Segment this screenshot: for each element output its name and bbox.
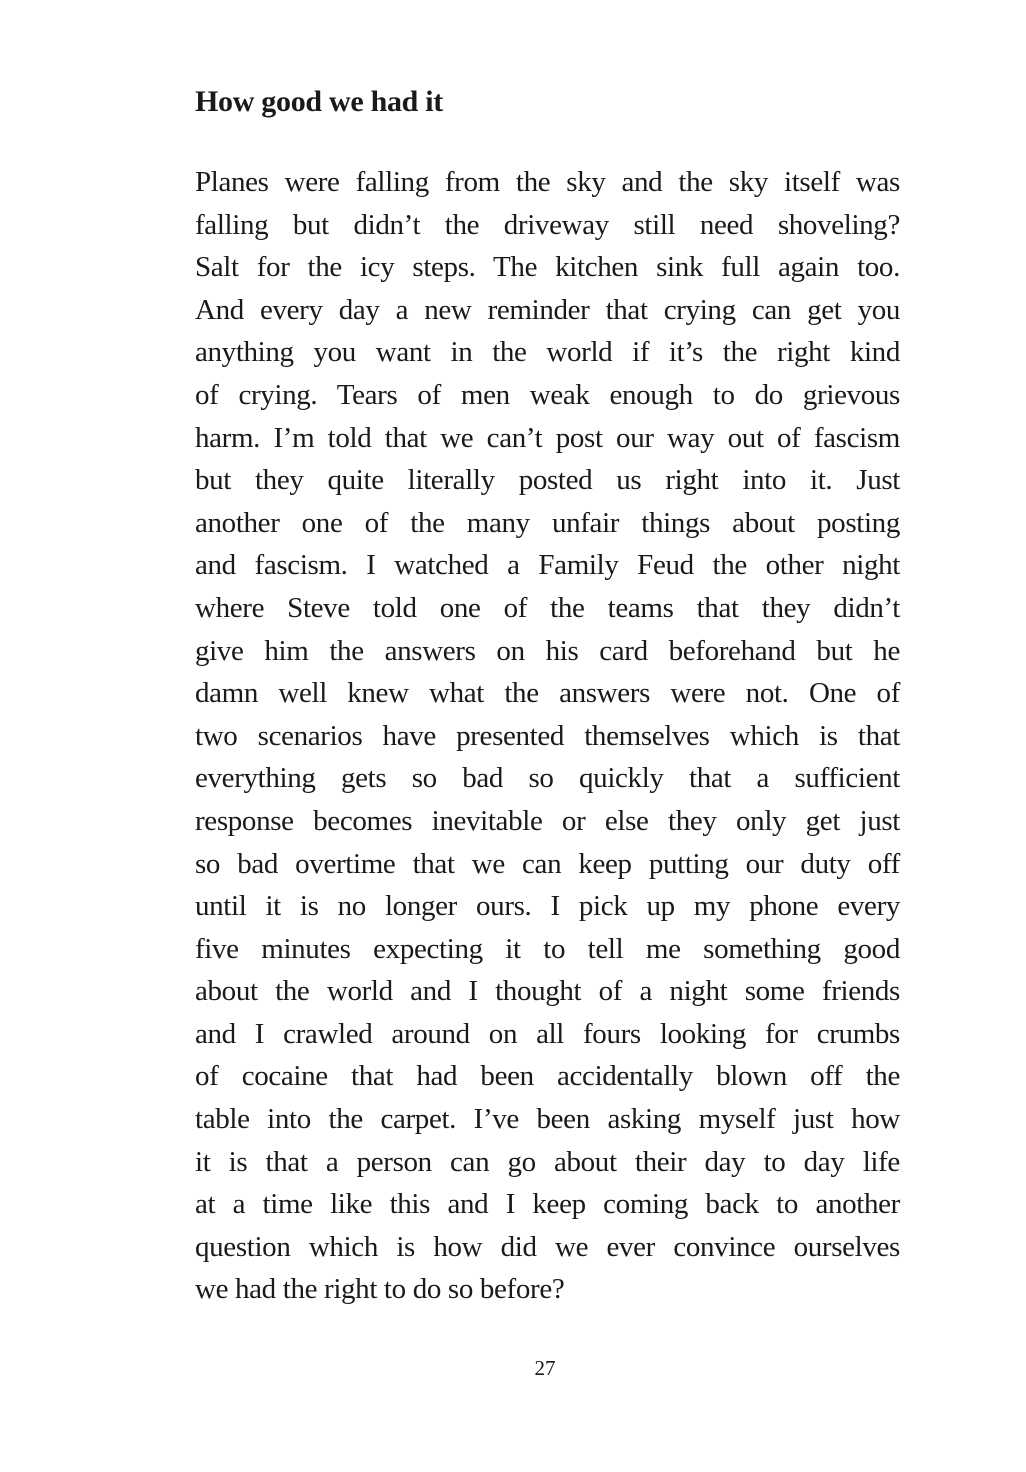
page-number: 27: [534, 1356, 556, 1380]
text-line-last: we had the right to do so before?: [195, 1273, 565, 1306]
text-line: anything you want in the world if it’s the right kind: [195, 336, 900, 369]
chapter-title: How good we had it: [195, 85, 443, 118]
text-line: so bad overtime that we can keep putting our duty off: [195, 847, 900, 880]
text-line: and I crawled around on all fours looking for crumbs: [195, 1017, 900, 1050]
text-line: it is that a person can go about their day to day life: [195, 1145, 900, 1178]
text-line: of cocaine that had been accidentally blown off the: [195, 1060, 900, 1093]
text-line: damn well knew what the answers were not. One of: [195, 677, 901, 710]
text-line: And every day a new reminder that crying can get you: [195, 293, 901, 326]
text-line: at a time like this and I keep coming back to another: [195, 1188, 900, 1221]
text-line: and fascism. I watched a Family Feud the other night: [195, 549, 900, 582]
text-line: response becomes inevitable or else they only get just: [195, 804, 900, 837]
text-line: question which is how did we ever convince ourselves: [195, 1230, 900, 1263]
text-line: five minutes expecting it to tell me something good: [195, 932, 900, 965]
text-line: falling but didn’t the driveway still need shoveling?: [195, 208, 900, 241]
text-line: give him the answers on his card beforehand but he: [195, 634, 900, 667]
text-line: Planes were falling from the sky and the sky itself was: [195, 166, 900, 198]
text-line: Salt for the icy steps. The kitchen sink full again too.: [195, 251, 900, 284]
text-line: about the world and I thought of a night some friends: [195, 975, 900, 1008]
text-line: another one of the many unfair things about posting: [195, 506, 900, 539]
text-line: harm. I’m told that we can’t post our way out of fascism: [195, 421, 900, 454]
body-paragraph: [195, 161, 900, 1311]
text-line: but they quite literally posted us right into it. Just: [195, 464, 901, 497]
text-line: everything gets so bad so quickly that a sufficient: [195, 762, 900, 795]
text-line: until it is no longer ours. I pick up my phone every: [195, 890, 901, 923]
text-line: of crying. Tears of men weak enough to do grievous: [195, 378, 900, 411]
text-line: two scenarios have presented themselves which is that: [195, 719, 900, 752]
text-line: table into the carpet. I’ve been asking myself just how: [195, 1103, 901, 1136]
text-line: where Steve told one of the teams that they didn’t: [195, 591, 901, 624]
